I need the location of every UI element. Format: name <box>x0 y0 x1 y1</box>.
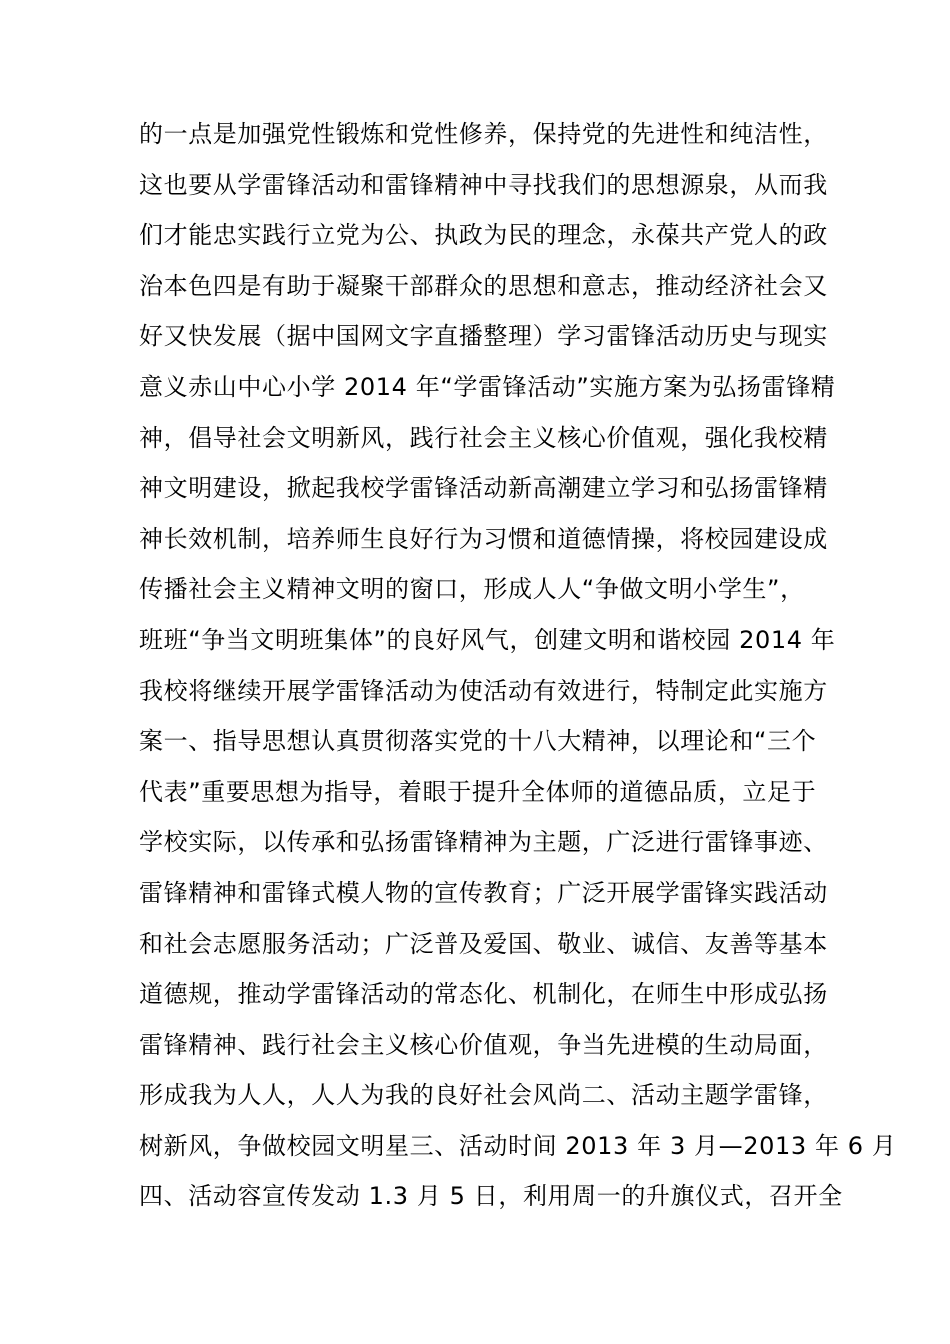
text-line: 四、活动容宣传发动 1.3 月 5 日，利用周一的升旗仪式，召开全 <box>139 1182 843 1211</box>
text-line: 神长效机制，培养师生良好行为习惯和道德情操，将校园建设成 <box>139 524 828 553</box>
body-text <box>139 109 897 1222</box>
text-line: 好又快发展（据中国网文字直播整理）学习雷锋活动历史与现实 <box>139 322 828 351</box>
text-line: 这也要从学雷锋活动和雷锋精神中寻找我们的思想源泉，从而我 <box>139 170 828 199</box>
text-line: 我校将继续开展学雷锋活动为使活动有效进行，特制定此实施方 <box>139 676 828 705</box>
text-line: 们才能忠实践行立党为公、执政为民的理念，永葆共产党人的政 <box>139 221 828 250</box>
text-line: 案一、指导思想认真贯彻落实党的十八大精神，以理论和“三个 <box>139 727 817 756</box>
text-line: 雷锋精神和雷锋式模人物的宣传教育；广泛开展学雷锋实践活动 <box>139 878 828 907</box>
text-line: 道德规，推动学雷锋活动的常态化、机制化，在师生中形成弘扬 <box>139 980 828 1009</box>
text-line: 代表”重要思想为指导，着眼于提升全体师的道德品质，立足于 <box>139 777 817 806</box>
text-line: 形成我为人人，人人为我的良好社会风尚二、活动主题学雷锋， <box>139 1081 828 1110</box>
text-line: 学校实际，以传承和弘扬雷锋精神为主题，广泛进行雷锋事迹、 <box>139 828 828 857</box>
text-line: 雷锋精神、践行社会主义核心价值观，争当先进模的生动局面， <box>139 1030 828 1059</box>
text-line: 树新风，争做校园文明星三、活动时间 2013 年 3 月—2013 年 6 月 <box>139 1131 897 1160</box>
text-line: 治本色四是有助于凝聚干部群众的思想和意志，推动经济社会又 <box>139 271 828 300</box>
text-line: 的一点是加强党性锻炼和党性修养，保持党的先进性和纯洁性， <box>139 120 828 148</box>
text-line: 和社会志愿服务活动；广泛普及爱国、敬业、诚信、友善等基本 <box>139 929 828 958</box>
text-line: 班班“争当文明班集体”的良好风气，创建文明和谐校园 2014 年 <box>139 625 836 654</box>
text-line: 意义赤山中心小学 2014 年“学雷锋活动”实施方案为弘扬雷锋精 <box>139 372 836 401</box>
text-line: 传播社会主义精神文明的窗口，形成人人“争做文明小学生”， <box>139 575 805 604</box>
text-line: 神，倡导社会文明新风，践行社会主义核心价值观，强化我校精 <box>139 423 828 452</box>
text-line: 神文明建设，掀起我校学雷锋活动新高潮建立学习和弘扬雷锋精 <box>139 474 828 503</box>
